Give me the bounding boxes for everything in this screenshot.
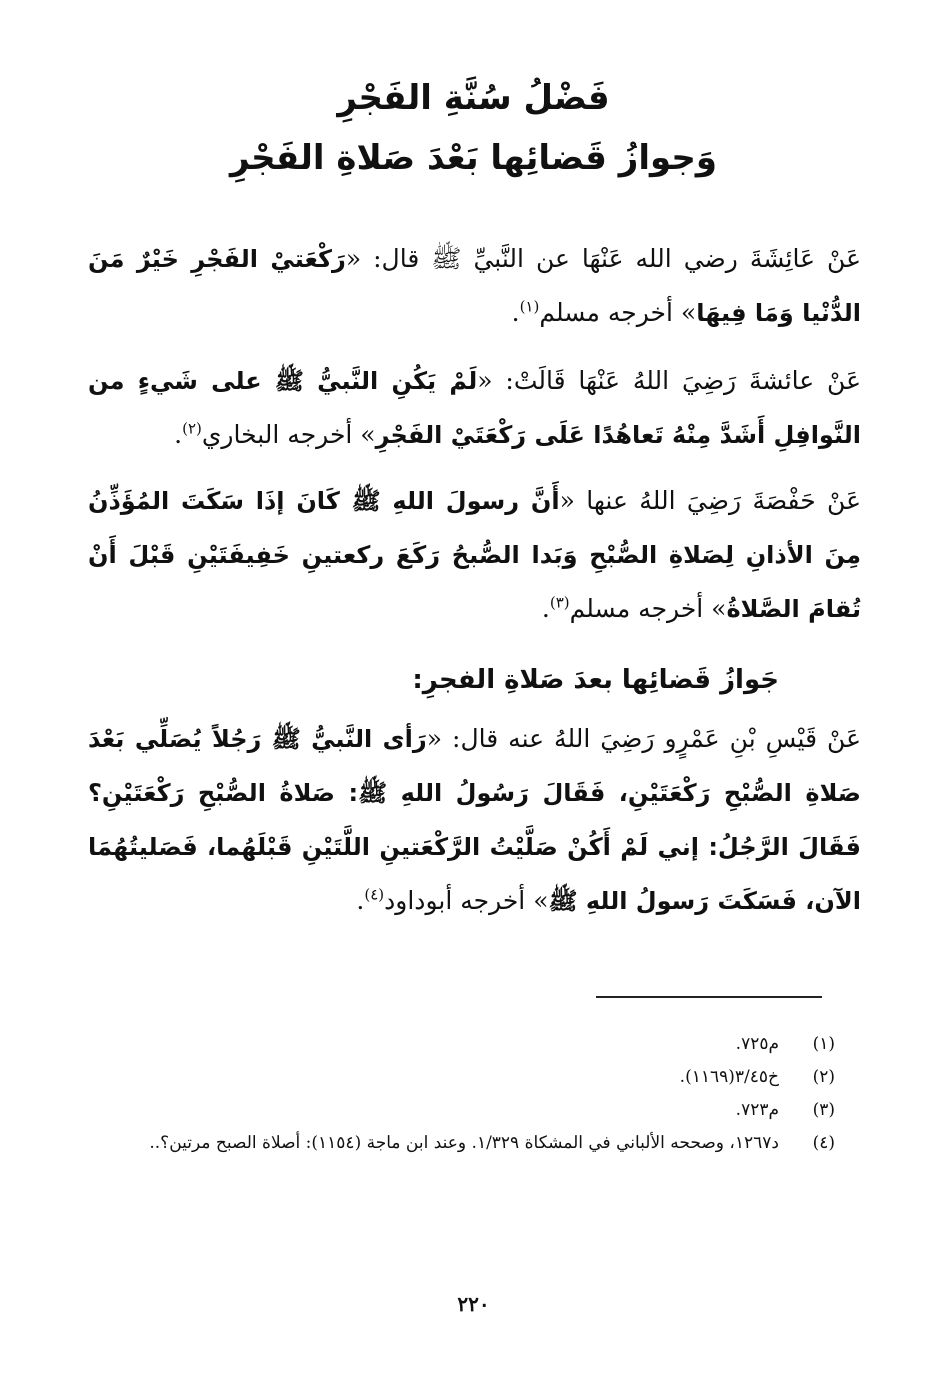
footnote-mark: (٤) bbox=[364, 885, 385, 904]
footnote-text: خ٣/٤٥(١١٦٩). bbox=[679, 1067, 779, 1087]
footnote-text: م٧٢٥. bbox=[735, 1034, 779, 1054]
sentence-end: . bbox=[356, 886, 365, 915]
hadith-intro: عَنْ حَفْصَةَ رَضِيَ اللهُ عنها « bbox=[559, 486, 861, 515]
hadith-text: لَمْ يَكُنِ النَّبيُّ ﷺ على شَيءٍ من النَّوافِلِ أَشَدَّ مِنْهُ تَعاهُدًا عَلَى رَكْعَتَيْ الفَجْرِ bbox=[88, 367, 861, 449]
hadith-source: » أخرجه مسلم bbox=[569, 594, 727, 623]
footnote-separator bbox=[596, 996, 822, 998]
hadith-intro: عَنْ عائشةَ رَضِيَ اللهُ عَنْهَا قَالَتْ: « bbox=[477, 366, 862, 395]
hadith-intro: عَنْ عَائِشَةَ رضي الله عَنْهَا عن النَّبيِّ ﷺ قال: « bbox=[345, 244, 861, 273]
section-subheading: جَوازُ قَضائِها بعدَ صَلاةِ الفجرِ: bbox=[412, 665, 779, 695]
hadith-text: رَكْعَتيْ الفَجْرِ خَيْرٌ مَنَ الدُّنْيا وَمَا فِيهَا bbox=[88, 245, 861, 327]
footnote-item bbox=[86, 1127, 835, 1160]
footnote-text: م٧٢٣. bbox=[735, 1100, 779, 1120]
hadith-paragraph-2 bbox=[88, 354, 861, 462]
footnote-mark: (١) bbox=[519, 297, 540, 316]
footnote-text: د١٢٦٧، وصححه الألباني في المشكاة ١/٣٢٩. وعند ابن ماجة (١١٥٤): أصلاة الصبح مرتين؟.. bbox=[149, 1133, 779, 1153]
footnote-number: (١) bbox=[812, 1034, 835, 1054]
footnote-item bbox=[86, 1061, 835, 1094]
hadith-source: » أخرجه أبوداود bbox=[384, 886, 549, 915]
hadith-text: أَنَّ رسولَ اللهِ ﷺ كَانَ إذَا سَكَتَ المُؤَذِّنُ مِنَ الأذانِ لِصَلاةِ الصُّبْحِ وَبَدا الصُّبحُ رَكَعَ ركعتينِ خَفِيفَتَيْنِ قَبْلَ أَنْ تُقامَ الصَّلاةُ bbox=[88, 487, 861, 623]
hadith-paragraph-1 bbox=[88, 232, 861, 340]
footnote-number: (٢) bbox=[812, 1067, 835, 1087]
chapter-title-line-1: فَضْلُ سُنَّةِ الفَجْرِ bbox=[337, 78, 610, 118]
page-number: ٢٢٠ bbox=[457, 1292, 490, 1316]
hadith-intro: عَنْ قَيْسِ بْنِ عَمْرٍو رَضِيَ اللهُ عنه قال: « bbox=[426, 724, 861, 753]
hadith-text: رَأى النَّبيُّ ﷺ رَجُلاً يُصَلِّي بَعْدَ صَلاةِ الصُّبْحِ رَكْعَتَيْنِ، فَقَالَ رَسُولُ اللهِ ﷺ: صَلاةُ الصُّبْحِ رَكْعَتَيْنِ؟ فَقَالَ الرَّجُلُ: إني لَمْ أَكُنْ صَلَّيْتُ الرَّكْعَتينِ اللَّتَيْنِ قَبْلَهُما، فَصَليتُهُمَا الآن، فَسَكَتَ رَسولُ اللهِ ﷺ bbox=[88, 725, 861, 915]
footnote-item bbox=[86, 1094, 835, 1127]
chapter-title-line-2: وَجوازُ قَضائِها بَعْدَ صَلاةِ الفَجْرِ bbox=[230, 138, 717, 178]
footnotes bbox=[86, 1028, 835, 1160]
footnote-number: (٣) bbox=[812, 1100, 835, 1120]
hadith-paragraph-3 bbox=[88, 474, 861, 636]
sentence-end: . bbox=[541, 594, 550, 623]
sentence-end: . bbox=[174, 420, 183, 449]
sentence-end: . bbox=[511, 298, 520, 327]
hadith-source: » أخرجه البخاري bbox=[201, 420, 376, 449]
hadith-source: » أخرجه مسلم bbox=[539, 298, 697, 327]
footnote-item bbox=[86, 1028, 835, 1061]
footnote-mark: (٣) bbox=[549, 593, 570, 612]
footnote-number: (٤) bbox=[812, 1133, 835, 1153]
footnote-mark: (٢) bbox=[182, 419, 202, 438]
hadith-paragraph-4 bbox=[88, 712, 861, 928]
